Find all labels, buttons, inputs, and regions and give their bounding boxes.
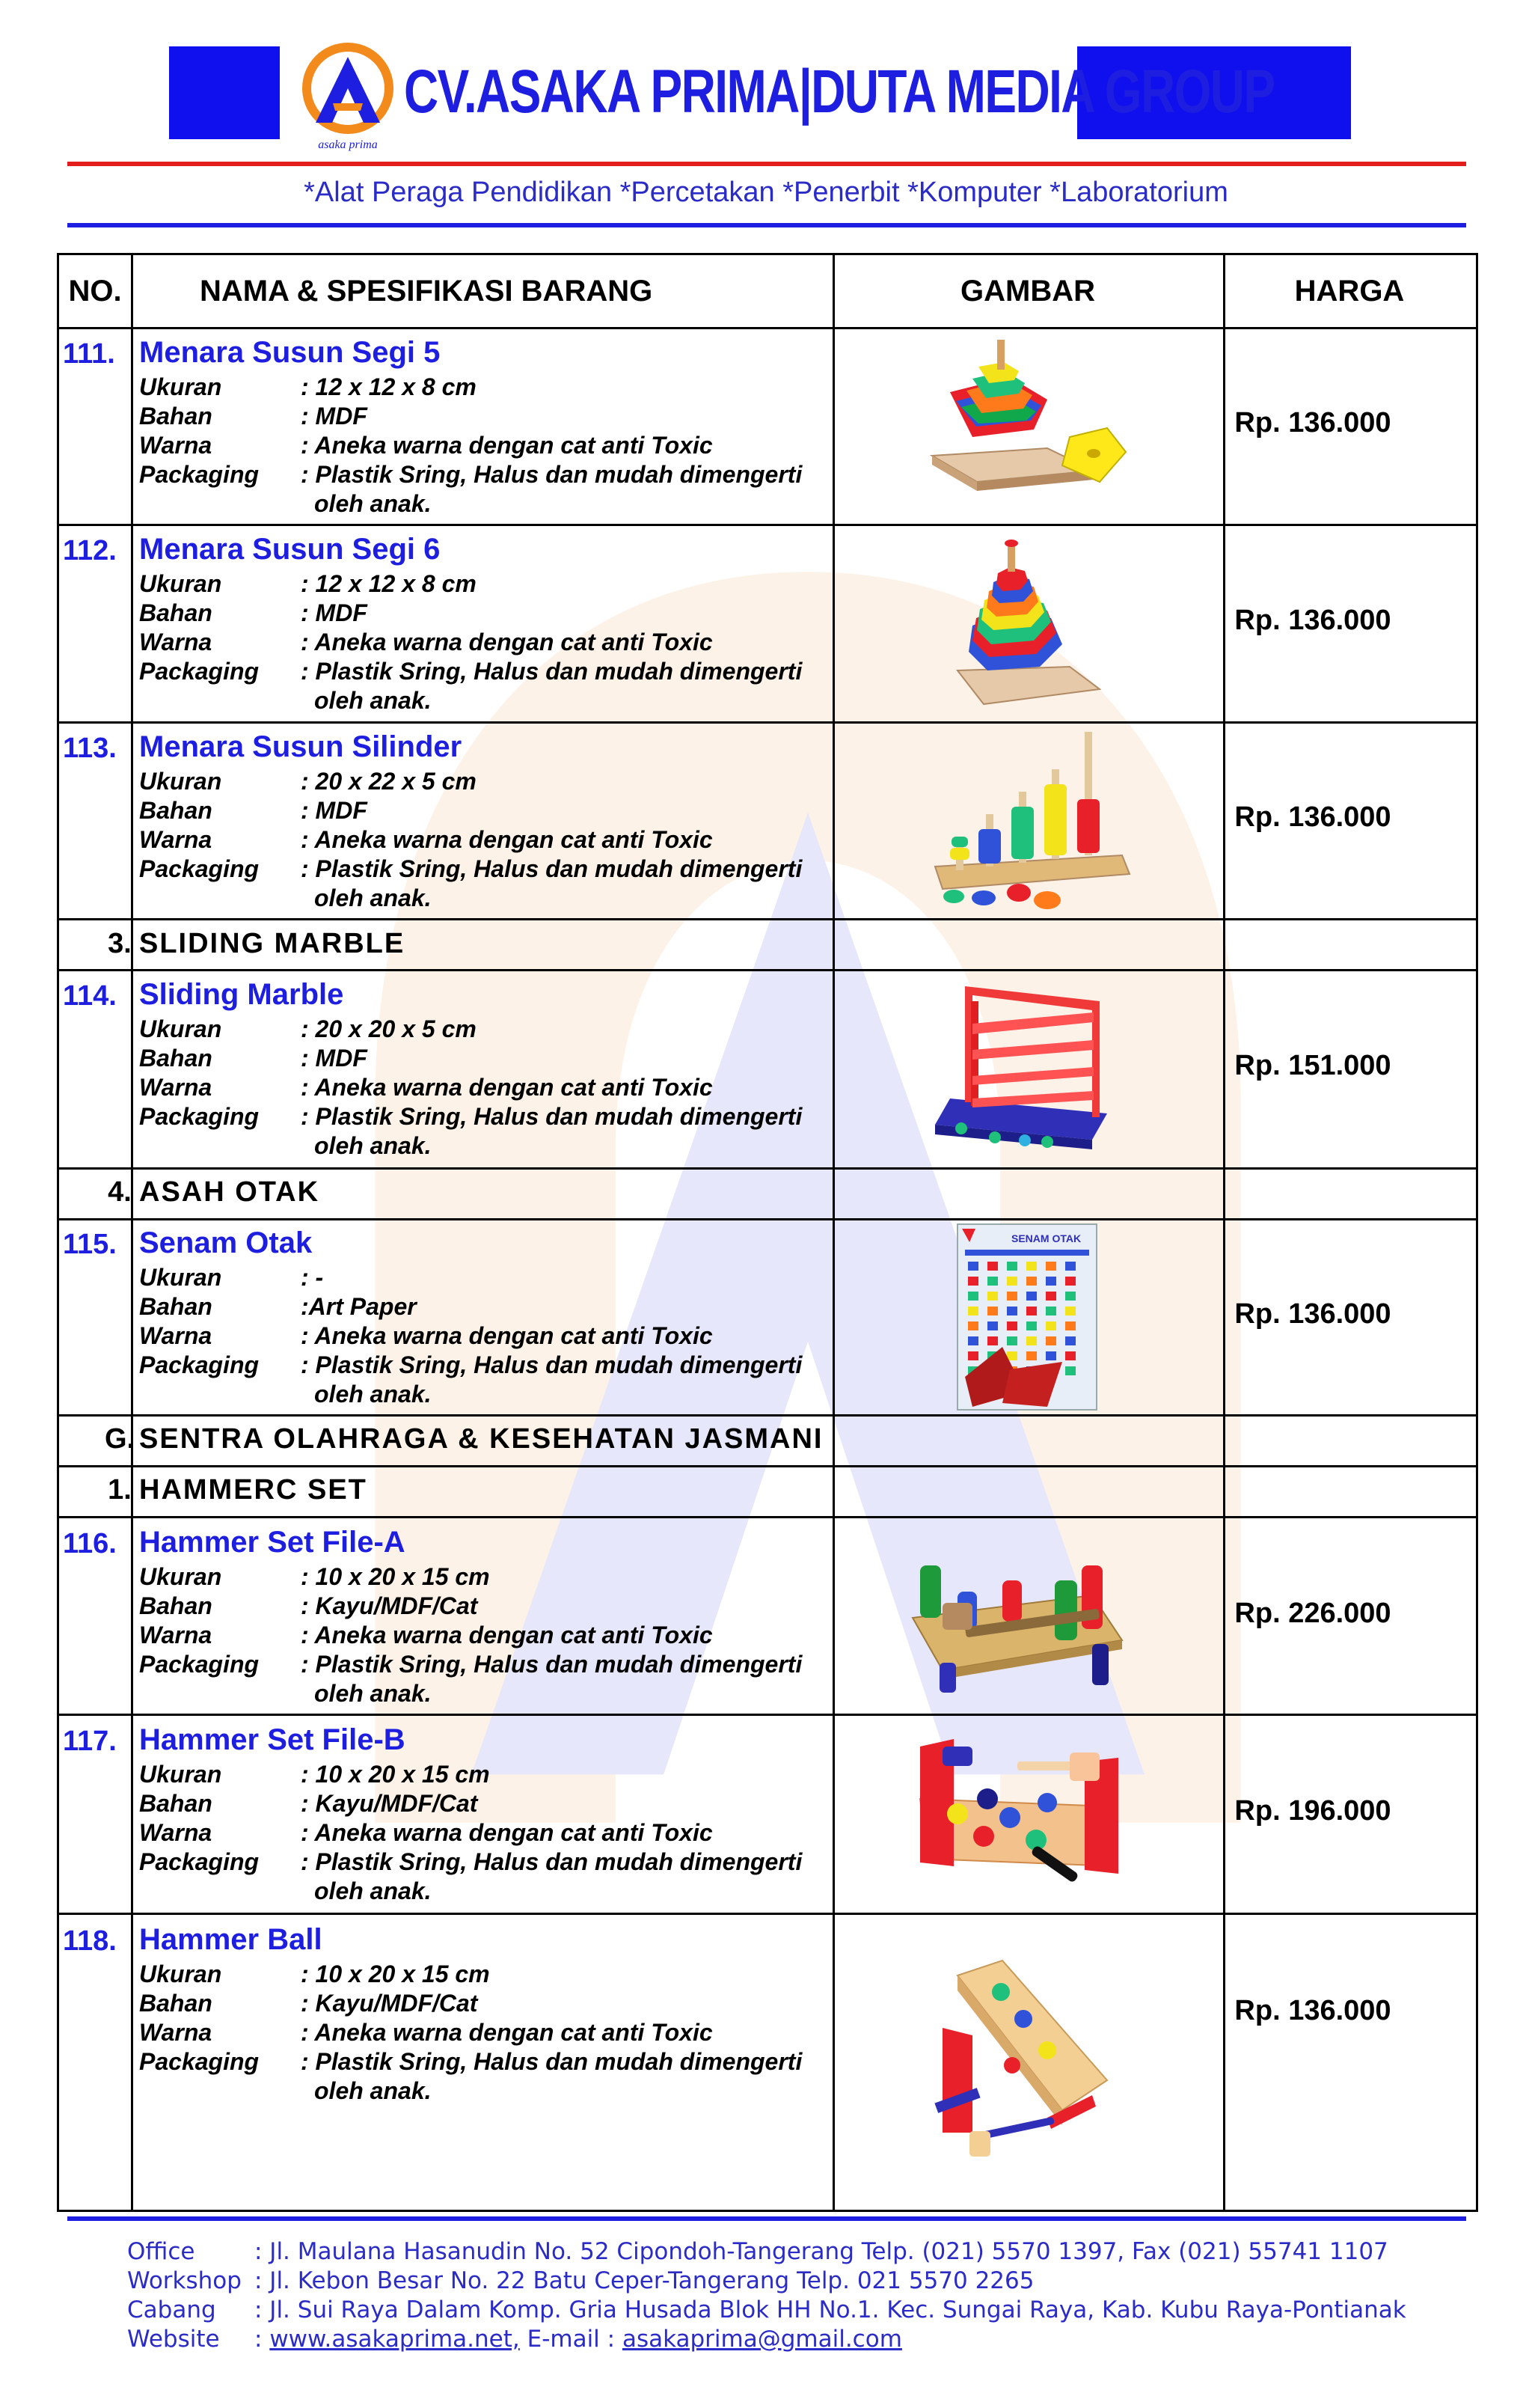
spec-value: : Aneka warna dengan cat anti Toxic [301,1322,713,1349]
spec-label: Bahan [139,599,212,626]
poster-shape [968,1307,978,1315]
row-divider [59,1913,1476,1915]
item-number: 113. [63,733,117,764]
spec-label: Bahan [139,403,212,430]
spec-value: : Plastik Sring, Halus dan mudah dimengerti [301,1651,803,1678]
cylinder-stacking-icon [823,724,1206,919]
footer-office [127,2237,1406,2267]
spec-label: Packaging [139,1848,260,1875]
poster-shape [968,1277,978,1286]
item-specs [139,1263,802,1409]
row-divider [59,1465,1476,1467]
footer-contact [127,2237,1406,2354]
spec-label: Bahan [139,797,212,824]
spec-label: Packaging [139,1103,260,1130]
spec-label: Bahan [139,1990,212,2017]
poster-shape [1026,1292,1037,1301]
item-number: 114. [63,980,117,1012]
spec-value: : 12 x 12 x 8 cm [301,373,477,400]
poster-shape [968,1321,978,1330]
poster-shape [987,1321,998,1330]
hammer-bench-a-icon [823,1521,1206,1708]
section-title: ASAH OTAK [139,1176,320,1208]
item-number: 118. [63,1925,117,1957]
email-prefix: E-mail : [519,2326,622,2353]
header-image: GAMBAR [960,274,1095,308]
poster-shape [1046,1292,1056,1301]
header-no: NO. [68,274,122,308]
spec-value: : 20 x 22 x 5 cm [301,768,477,795]
asaka-logo-icon [299,42,396,154]
spec-value: : Aneka warna dengan cat anti Toxic [301,826,713,853]
spec-value: : Kayu/MDF/Cat [301,1592,478,1619]
spec-value: : 10 x 20 x 15 cm [301,1563,490,1590]
poster-shape [1007,1262,1017,1271]
logo-caption: asaka prima [318,138,378,151]
col-divider [1223,255,1225,2210]
spec-value: : 10 x 20 x 15 cm [301,1961,490,1987]
workshop-address: : Jl. Kebon Besar No. 22 Batu Ceper-Tangerang Telp. 021 5570 2265 [254,2267,1035,2294]
item-number: 111. [63,338,115,370]
spec-value: : Plastik Sring, Halus dan mudah dimengerti [301,461,803,488]
poster-shape [1007,1336,1017,1345]
row-divider [59,1414,1476,1417]
row-divider [59,969,1476,971]
item-price: Rp. 136.000 [1234,407,1391,438]
poster-shape [987,1307,998,1315]
item-price: Rp. 136.000 [1234,1995,1391,2026]
row-divider [59,918,1476,920]
spec-continuation: oleh anak. [314,687,432,714]
spec-label: Packaging [139,2048,260,2075]
spec-value: : Plastik Sring, Halus dan mudah dimengerti [301,2048,803,2075]
poster-shape [1026,1321,1037,1330]
senam-otak-poster-icon [823,1220,1206,1414]
section-title: SENTRA OLAHRAGA & KESEHATAN JASMANI [139,1423,824,1455]
row-divider [59,1516,1476,1518]
poster-shape [1007,1277,1017,1286]
poster-shape [1007,1307,1017,1315]
item-name: Hammer Set File-B [139,1723,405,1756]
poster-shape [1065,1292,1076,1301]
spec-label: Warna [139,1819,212,1846]
spec-continuation: oleh anak. [314,1132,432,1159]
footer-blue-rule [67,2216,1466,2221]
spec-continuation: oleh anak. [314,1680,432,1707]
pentagon-stacking-tower-icon [823,332,1206,504]
poster-shape [1046,1321,1056,1330]
poster-shape [987,1262,998,1271]
spec-continuation: oleh anak. [314,490,432,517]
sliding-marble-icon [823,971,1206,1158]
website-link[interactable]: www.asakaprima.net, [269,2326,520,2353]
spec-label: Warna [139,2019,212,2046]
spec-label: Warna [139,1622,212,1648]
footer-label: Office [127,2238,195,2265]
item-specs [139,1562,802,1708]
poster-shape [987,1336,998,1345]
item-price: Rp. 136.000 [1234,1298,1391,1330]
poster-shape [1026,1307,1037,1315]
spec-value: : Aneka warna dengan cat anti Toxic [301,1622,713,1648]
spec-label: Ukuran [139,1015,222,1042]
item-price: Rp. 226.000 [1234,1598,1391,1629]
poster-shape [1065,1366,1076,1375]
spec-label: Ukuran [139,373,222,400]
spec-value: : Kayu/MDF/Cat [301,1990,478,2017]
spec-label: Ukuran [139,1264,222,1291]
item-name: Menara Susun Segi 6 [139,533,441,566]
section-number: 1. [108,1474,132,1506]
item-name: Senam Otak [139,1226,313,1259]
spec-value: : Aneka warna dengan cat anti Toxic [301,629,713,656]
item-name: Hammer Ball [139,1923,322,1956]
section-number: 3. [108,928,132,959]
spec-value: : MDF [301,1045,367,1072]
item-specs [139,373,802,519]
row-divider [59,524,1476,526]
cabang-address: : Jl. Sui Raya Dalam Komp. Gria Husada Blok HH No.1. Kec. Sungai Raya, Kab. Kubu Raya-Pontianak [254,2297,1406,2323]
section-title: SLIDING MARBLE [139,928,405,959]
spec-value: : Plastik Sring, Halus dan mudah dimengerti [301,1351,803,1378]
item-specs [139,1015,802,1161]
poster-shape [1065,1262,1076,1271]
item-number: 116. [63,1528,117,1559]
footer-label: Workshop [127,2267,242,2294]
item-number: 117. [63,1726,117,1757]
office-address: : Jl. Maulana Hasanudin No. 52 Cipondoh-Tangerang Telp. (021) 5570 1397, Fax (021) 55741 1107 [254,2238,1388,2265]
spec-label: Warna [139,432,212,459]
spec-value: : Plastik Sring, Halus dan mudah dimengerti [301,1103,803,1130]
poster-shape [987,1292,998,1301]
item-specs [139,569,802,715]
header-name-spec: NAMA & SPESIFIKASI BARANG [200,274,653,308]
item-name: Menara Susun Segi 5 [139,336,441,369]
poster-shape [1026,1262,1037,1271]
poster-title: SENAM OTAK [1011,1232,1082,1244]
spec-value: : Plastik Sring, Halus dan mudah dimengerti [301,1848,803,1875]
poster-shape [1007,1321,1017,1330]
poster-shape [1065,1351,1076,1360]
poster-shape [968,1262,978,1271]
email-link[interactable]: asakaprima@gmail.com [622,2326,902,2353]
poster-shape [1065,1336,1076,1345]
header-blue-block-left [169,46,280,139]
spec-label: Packaging [139,1651,260,1678]
spec-label: Ukuran [139,1563,222,1590]
footer-label: Website [127,2326,220,2353]
item-price: Rp. 196.000 [1234,1795,1391,1827]
footer-cabang [127,2296,1406,2325]
item-name: Hammer Set File-A [139,1526,405,1559]
spec-value: : Aneka warna dengan cat anti Toxic [301,1074,713,1101]
spec-value: : 10 x 20 x 15 cm [301,1761,490,1788]
spec-label: Packaging [139,461,260,488]
spec-label: Bahan [139,1790,212,1817]
poster-shape [1046,1277,1056,1286]
section-number: 4. [108,1176,132,1208]
poster-shape [968,1336,978,1345]
item-specs [139,1760,802,1906]
header-blue-rule [67,223,1466,227]
spec-label: Ukuran [139,570,222,597]
poster-shape [987,1277,998,1286]
spec-label: Packaging [139,658,260,685]
spec-value: : Aneka warna dengan cat anti Toxic [301,1819,713,1846]
poster-shape [1026,1351,1037,1360]
spec-value: : 12 x 12 x 8 cm [301,570,477,597]
spec-value: : Aneka warna dengan cat anti Toxic [301,432,713,459]
spec-label: Warna [139,629,212,656]
poster-shape [1065,1277,1076,1286]
spec-value: : - [301,1264,324,1291]
poster-shape [1007,1292,1017,1301]
poster-shape [1046,1262,1056,1271]
footer-label: Cabang [127,2297,216,2323]
spec-label: Bahan [139,1592,212,1619]
spec-label: Ukuran [139,768,222,795]
spec-label: Packaging [139,855,260,882]
row-divider [59,1167,1476,1170]
hammer-ball-icon [823,1946,1206,2170]
section-title: HAMMERC SET [139,1474,367,1506]
spec-continuation: oleh anak. [314,2077,432,2104]
spec-label: Ukuran [139,1961,222,1987]
footer-website [127,2325,1406,2354]
poster-shape [1065,1321,1076,1330]
item-price: Rp. 136.000 [1234,801,1391,833]
poster-shape [1026,1277,1037,1286]
company-brand-title: CV.ASAKA PRIMA|DUTA MEDIA GROUP [404,58,1275,126]
item-number: 112. [63,535,117,566]
footer-workshop [127,2267,1406,2296]
row-divider [59,327,1476,329]
header-price: HARGA [1294,274,1405,308]
item-name: Sliding Marble [139,978,344,1011]
poster-shape [1046,1307,1056,1315]
spec-value: : MDF [301,599,367,626]
poster-shape [1046,1336,1056,1345]
item-specs [139,767,802,913]
spec-continuation: oleh anak. [314,1381,432,1408]
spec-label: Warna [139,1074,212,1101]
spec-label: Bahan [139,1045,212,1072]
row-divider [59,1714,1476,1716]
spec-label: Bahan [139,1293,212,1320]
spec-label: Warna [139,826,212,853]
poster-shape [1026,1336,1037,1345]
hexagon-stacking-tower-icon [823,528,1206,715]
header-tagline: *Alat Peraga Pendidikan *Percetakan *Penerbit *Komputer *Laboratorium [304,177,1228,208]
website-prefix: : [254,2326,270,2353]
row-divider [59,1218,1476,1220]
item-specs [139,1960,802,2106]
header-red-rule [67,162,1466,166]
spec-value: : Aneka warna dengan cat anti Toxic [301,2019,713,2046]
spec-value: : MDF [301,403,367,430]
poster-shape [968,1292,978,1301]
spec-continuation: oleh anak. [314,884,432,911]
item-number: 115. [63,1229,117,1260]
spec-continuation: oleh anak. [314,1877,432,1904]
hammer-bench-b-icon [823,1717,1206,1904]
item-price: Rp. 136.000 [1234,605,1391,636]
spec-value: :Art Paper [301,1293,417,1320]
spec-value: : Plastik Sring, Halus dan mudah dimengerti [301,658,803,685]
spec-value: : 20 x 20 x 5 cm [301,1015,477,1042]
spec-label: Ukuran [139,1761,222,1788]
section-number: G. [104,1423,135,1455]
poster-shape [968,1351,978,1360]
spec-value: : Plastik Sring, Halus dan mudah dimengerti [301,855,803,882]
poster-shape [1065,1307,1076,1315]
spec-value: : Kayu/MDF/Cat [301,1790,478,1817]
item-price: Rp. 151.000 [1234,1050,1391,1081]
spec-label: Warna [139,1322,212,1349]
spec-label: Packaging [139,1351,260,1378]
spec-value: : MDF [301,797,367,824]
row-divider [59,721,1476,724]
poster-shape [1046,1351,1056,1360]
item-name: Menara Susun Silinder [139,730,462,763]
